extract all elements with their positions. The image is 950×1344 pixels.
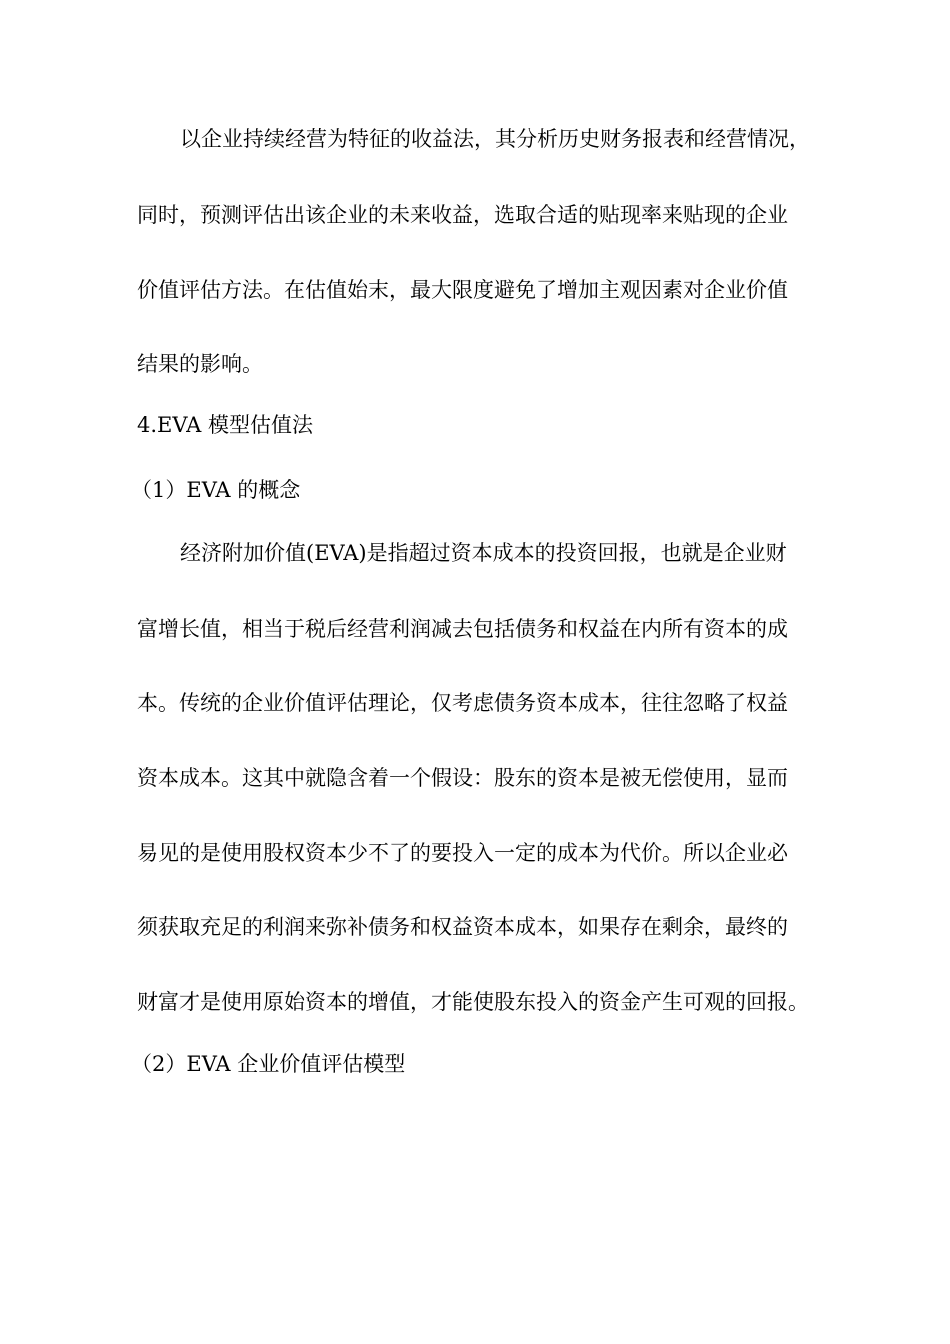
paragraph-2-line-2: 富增长值，相当于税后经营利润减去包括债务和权益在内所有资本的成	[137, 617, 788, 641]
paragraph-1-line-3: 价值评估方法。在估值始末，最大限度避免了增加主观因素对企业价值	[137, 278, 788, 302]
paragraph-2-line-7: 财富才是使用原始资本的增值，才能使股东投入的资金产生可观的回报。	[137, 990, 809, 1014]
section-heading-4: 4.EVA 模型估值法	[137, 413, 313, 437]
subheading-1: （1）EVA 的概念	[131, 478, 301, 502]
paragraph-2-line-1: 经济附加价值(EVA)是指超过资本成本的投资回报，也就是企业财	[180, 541, 787, 565]
paragraph-2-line-3: 本。传统的企业价值评估理论，仅考虑债务资本成本，往往忽略了权益	[137, 691, 788, 715]
paragraph-1-line-1: 以企业持续经营为特征的收益法，其分析历史财务报表和经营情况，	[180, 127, 810, 151]
subheading-2: （2）EVA 企业价值评估模型	[131, 1052, 406, 1076]
paragraph-1-line-2: 同时，预测评估出该企业的未来收益，选取合适的贴现率来贴现的企业	[137, 203, 788, 227]
paragraph-2-line-6: 须获取充足的利润来弥补债务和权益资本成本，如果存在剩余，最终的	[137, 915, 788, 939]
paragraph-1-line-4: 结果的影响。	[137, 352, 263, 376]
paragraph-2-line-4: 资本成本。这其中就隐含着一个假设：股东的资本是被无偿使用，显而	[137, 766, 788, 790]
paragraph-2-line-5: 易见的是使用股权资本少不了的要投入一定的成本为代价。所以企业必	[137, 841, 788, 865]
